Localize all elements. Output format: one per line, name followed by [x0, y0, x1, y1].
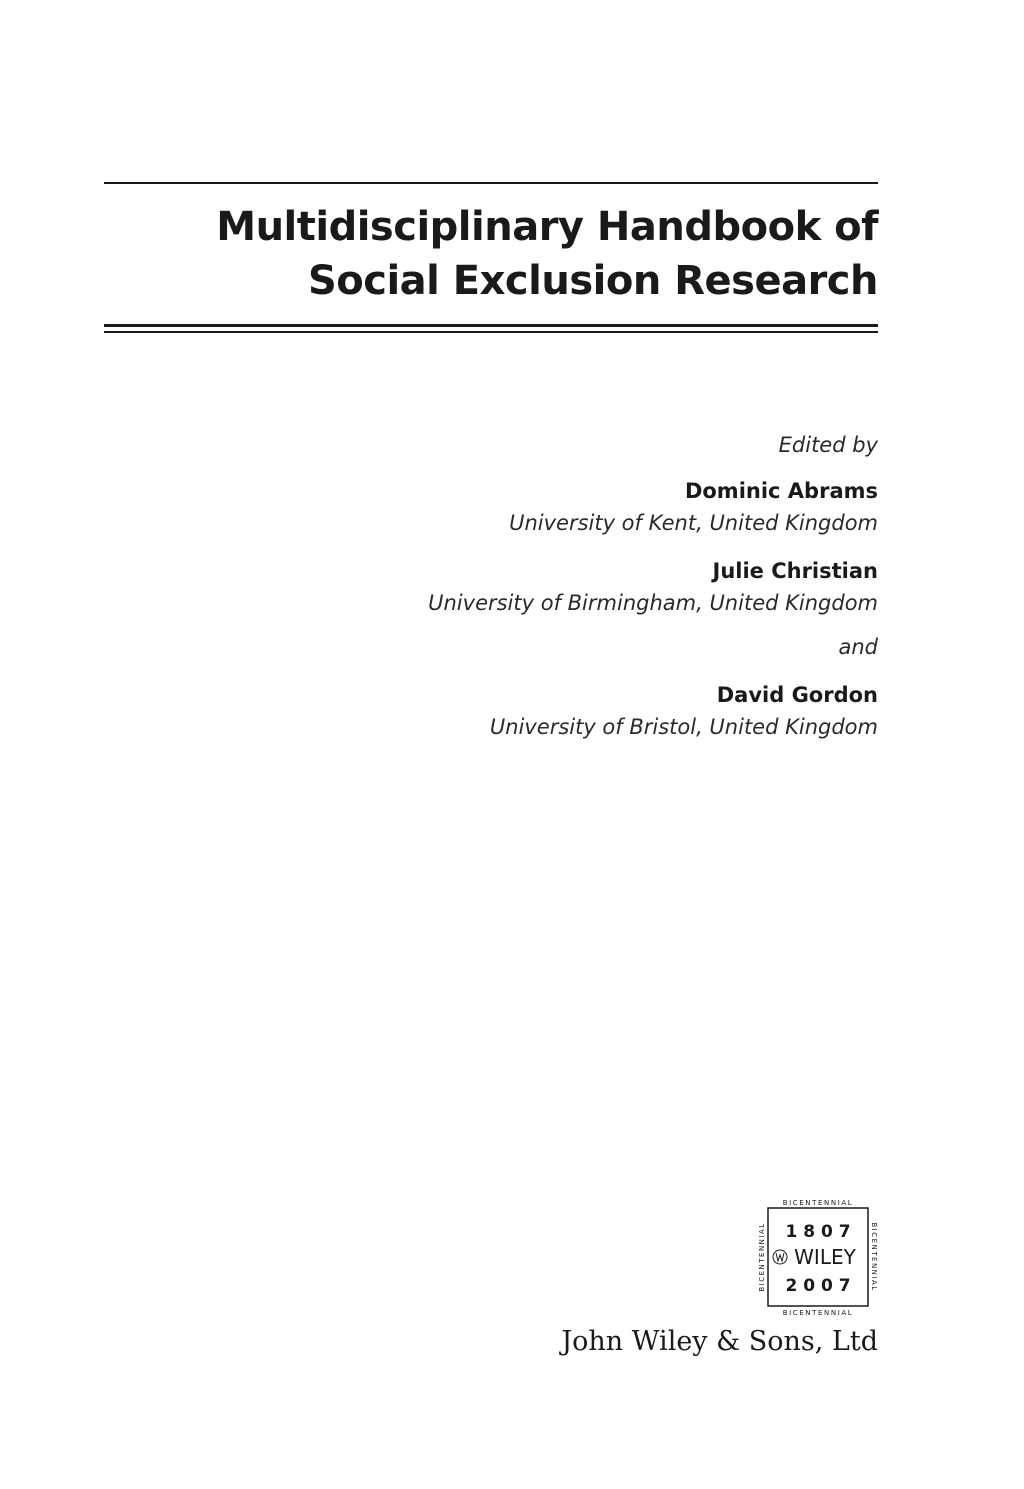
- editor-affiliation: University of Bristol, United Kingdom: [489, 715, 878, 739]
- editor-name: David Gordon: [716, 683, 878, 707]
- conjunction-and: and: [838, 635, 878, 659]
- logo-year-end: 2 0 0 7: [785, 1276, 851, 1296]
- editor-affiliation: University of Birmingham, United Kingdom: [428, 591, 878, 615]
- bottom-double-rule: [104, 324, 878, 333]
- logo-bottom-text: BICENTENNIAL: [782, 1309, 854, 1316]
- top-rule: [104, 182, 878, 184]
- wiley-emblem-icon: [773, 1250, 787, 1264]
- book-title: [118, 200, 878, 308]
- logo-year-start: 1 8 0 7: [785, 1222, 851, 1242]
- editor-name: Julie Christian: [712, 559, 878, 583]
- editors-block: [178, 430, 878, 760]
- editor-affiliation: University of Kent, United Kingdom: [509, 511, 878, 535]
- wiley-bicentennial-logo: [758, 1198, 878, 1316]
- editor-name: Dominic Abrams: [684, 479, 878, 503]
- title-line-2: Social Exclusion Research: [307, 258, 878, 304]
- title-line-1: Multidisciplinary Handbook of: [216, 204, 878, 250]
- logo-right-text: BICENTENNIAL: [870, 1222, 878, 1292]
- logo-left-text: BICENTENNIAL: [758, 1222, 766, 1292]
- logo-brand: WILEY: [794, 1245, 856, 1269]
- publisher-name: John Wiley & Sons, Ltd: [561, 1326, 878, 1357]
- edited-by-label: Edited by: [778, 433, 878, 457]
- logo-top-text: BICENTENNIAL: [782, 1199, 854, 1207]
